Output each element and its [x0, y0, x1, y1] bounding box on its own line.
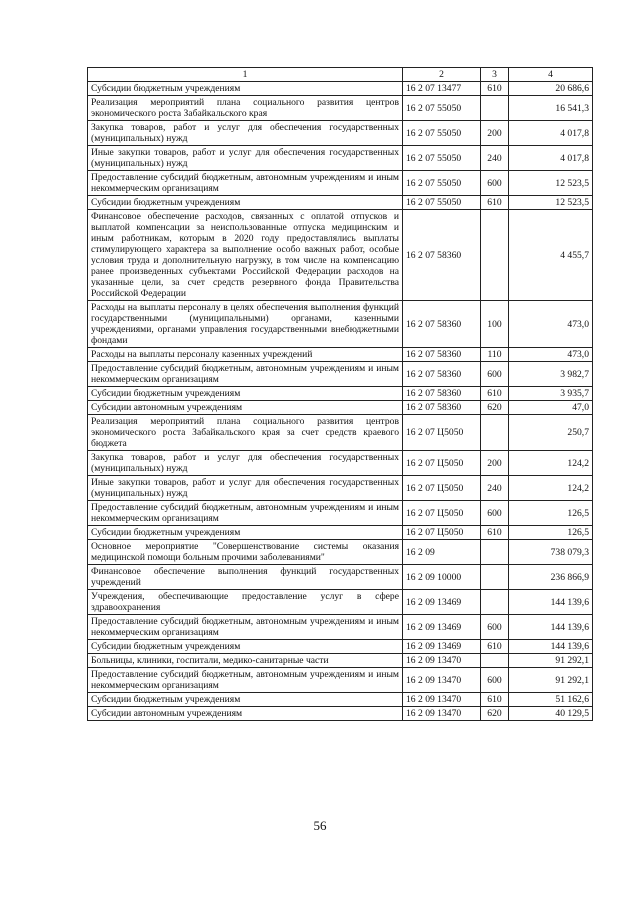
cell-sum: 91 292,1	[509, 654, 593, 668]
cell-name: Закупка товаров, работ и услуг для обеспечения государственных (муниципальных) нужд	[88, 451, 403, 476]
cell-name: Предоставление субсидий бюджетным, автономным учреждениям и иным некоммерческим организациям	[88, 501, 403, 526]
table-row	[88, 693, 593, 707]
cell-sum: 20 686,6	[509, 82, 593, 96]
cell-sum: 16 541,3	[509, 96, 593, 121]
cell-vr: 620	[481, 707, 509, 721]
cell-name: Субсидии бюджетным учреждениям	[88, 526, 403, 540]
cell-vr: 610	[481, 196, 509, 210]
table-row	[88, 640, 593, 654]
cell-sum: 4 017,8	[509, 146, 593, 171]
cell-code: 16 2 07 13477	[403, 82, 481, 96]
column-header-code: 2	[403, 68, 481, 82]
cell-vr: 600	[481, 501, 509, 526]
cell-sum: 236 866,9	[509, 565, 593, 590]
page-number: 56	[313, 818, 327, 833]
table-row	[88, 301, 593, 348]
table-row	[88, 526, 593, 540]
table-row	[88, 401, 593, 415]
cell-sum: 91 292,1	[509, 668, 593, 693]
cell-vr	[481, 210, 509, 301]
table-row	[88, 565, 593, 590]
cell-sum: 51 162,6	[509, 693, 593, 707]
table-row	[88, 210, 593, 301]
cell-code: 16 2 07 58360	[403, 301, 481, 348]
cell-sum: 144 139,6	[509, 615, 593, 640]
table-row	[88, 668, 593, 693]
cell-name: Финансовое обеспечение выполнения функций государственных учреждений	[88, 565, 403, 590]
cell-sum: 738 079,3	[509, 540, 593, 565]
table-row	[88, 654, 593, 668]
cell-sum: 124,2	[509, 451, 593, 476]
cell-sum: 144 139,6	[509, 640, 593, 654]
cell-vr: 600	[481, 615, 509, 640]
cell-name: Реализация мероприятий плана социального развития центров экономического роста Забайкальского края	[88, 96, 403, 121]
cell-code: 16 2 09 10000	[403, 565, 481, 590]
cell-code: 16 2 07 58360	[403, 362, 481, 387]
cell-code: 16 2 07 55050	[403, 96, 481, 121]
cell-name: Реализация мероприятий плана социального развития центров экономического роста Забайкальского края за счет средств краевого бюджета	[88, 415, 403, 451]
table-row	[88, 121, 593, 146]
column-header-sum: 4	[509, 68, 593, 82]
cell-name: Предоставление субсидий бюджетным, автономным учреждениям и иным некоммерческим организациям	[88, 171, 403, 196]
cell-sum: 3 982,7	[509, 362, 593, 387]
cell-code: 16 2 07 Ц5050	[403, 451, 481, 476]
cell-name: Субсидии бюджетным учреждениям	[88, 82, 403, 96]
cell-name: Расходы на выплаты персоналу в целях обеспечения выполнения функций государственными (муниципальными) органами, казенными учреждениями, органами управления государственными внебюджетными фондами	[88, 301, 403, 348]
cell-code: 16 2 09 13469	[403, 640, 481, 654]
table-row	[88, 451, 593, 476]
cell-sum: 3 935,7	[509, 387, 593, 401]
cell-code: 16 2 09 13469	[403, 590, 481, 615]
table-row	[88, 501, 593, 526]
cell-code: 16 2 07 58360	[403, 401, 481, 415]
cell-code: 16 2 07 Ц5050	[403, 501, 481, 526]
cell-sum: 144 139,6	[509, 590, 593, 615]
cell-sum: 47,0	[509, 401, 593, 415]
cell-code: 16 2 09	[403, 540, 481, 565]
cell-code: 16 2 07 55050	[403, 146, 481, 171]
cell-vr: 610	[481, 387, 509, 401]
cell-vr	[481, 540, 509, 565]
cell-vr: 110	[481, 348, 509, 362]
cell-sum: 12 523,5	[509, 196, 593, 210]
cell-name: Закупка товаров, работ и услуг для обеспечения государственных (муниципальных) нужд	[88, 121, 403, 146]
cell-code: 16 2 09 13469	[403, 615, 481, 640]
cell-name: Субсидии автономным учреждениям	[88, 401, 403, 415]
cell-vr: 610	[481, 526, 509, 540]
table-row	[88, 540, 593, 565]
table-row	[88, 96, 593, 121]
cell-code: 16 2 09 13470	[403, 693, 481, 707]
cell-code: 16 2 09 13470	[403, 668, 481, 693]
cell-name: Субсидии автономным учреждениям	[88, 707, 403, 721]
cell-vr: 610	[481, 82, 509, 96]
cell-vr	[481, 654, 509, 668]
table-row	[88, 590, 593, 615]
cell-vr: 600	[481, 362, 509, 387]
cell-vr: 610	[481, 693, 509, 707]
cell-sum: 12 523,5	[509, 171, 593, 196]
cell-code: 16 2 07 58360	[403, 348, 481, 362]
cell-sum: 40 129,5	[509, 707, 593, 721]
cell-vr: 200	[481, 121, 509, 146]
cell-name: Субсидии бюджетным учреждениям	[88, 693, 403, 707]
cell-vr	[481, 590, 509, 615]
cell-code: 16 2 07 Ц5050	[403, 526, 481, 540]
cell-sum: 473,0	[509, 301, 593, 348]
cell-vr: 200	[481, 451, 509, 476]
cell-code: 16 2 07 55050	[403, 196, 481, 210]
cell-vr: 100	[481, 301, 509, 348]
cell-name: Предоставление субсидий бюджетным, автономным учреждениям и иным некоммерческим организациям	[88, 362, 403, 387]
table-row	[88, 348, 593, 362]
table-row	[88, 476, 593, 501]
cell-vr: 610	[481, 640, 509, 654]
cell-vr: 600	[481, 171, 509, 196]
cell-vr: 600	[481, 668, 509, 693]
cell-vr	[481, 96, 509, 121]
table-row	[88, 196, 593, 210]
table-row	[88, 146, 593, 171]
cell-sum: 126,5	[509, 526, 593, 540]
cell-name: Иные закупки товаров, работ и услуг для обеспечения государственных (муниципальных) нужд	[88, 146, 403, 171]
cell-sum: 250,7	[509, 415, 593, 451]
cell-sum: 124,2	[509, 476, 593, 501]
cell-sum: 473,0	[509, 348, 593, 362]
cell-code: 16 2 07 55050	[403, 121, 481, 146]
cell-vr: 620	[481, 401, 509, 415]
cell-name: Субсидии бюджетным учреждениям	[88, 196, 403, 210]
table-row	[88, 615, 593, 640]
cell-name: Иные закупки товаров, работ и услуг для обеспечения государственных (муниципальных) нужд	[88, 476, 403, 501]
cell-sum: 4 455,7	[509, 210, 593, 301]
cell-name: Субсидии бюджетным учреждениям	[88, 640, 403, 654]
table-row	[88, 707, 593, 721]
cell-vr: 240	[481, 146, 509, 171]
cell-name: Расходы на выплаты персоналу казенных учреждений	[88, 348, 403, 362]
cell-code: 16 2 07 Ц5050	[403, 476, 481, 501]
table-row	[88, 387, 593, 401]
cell-name: Учреждения, обеспечивающие предоставление услуг в сфере здравоохранения	[88, 590, 403, 615]
budget-table	[87, 67, 593, 721]
cell-name: Основное мероприятие "Совершенствование системы оказания медицинской помощи больным прочими заболеваниями"	[88, 540, 403, 565]
column-header-name: 1	[88, 68, 403, 82]
cell-code: 16 2 09 13470	[403, 654, 481, 668]
cell-name: Предоставление субсидий бюджетным, автономным учреждениям и иным некоммерческим организациям	[88, 668, 403, 693]
cell-vr: 240	[481, 476, 509, 501]
cell-code: 16 2 07 55050	[403, 171, 481, 196]
cell-name: Финансовое обеспечение расходов, связанных с оплатой отпусков и выплатой компенсации за неиспользованные отпуска медицинским и иным работникам, которым в 2020 году предоставлялись выплаты стимулирующего характера за выполнение особо важных работ, особые условия труда и дополнительную нагрузку, в том числе на компенсацию ранее произведенных субъектами Российской Федерации расходов на указанные цели, за счет средств резервного фонда Правительства Российской Федерации	[88, 210, 403, 301]
cell-name: Субсидии бюджетным учреждениям	[88, 387, 403, 401]
cell-code: 16 2 07 58360	[403, 387, 481, 401]
cell-vr	[481, 565, 509, 590]
table-header-row	[88, 68, 593, 82]
cell-sum: 4 017,8	[509, 121, 593, 146]
cell-name: Предоставление субсидий бюджетным, автономным учреждениям и иным некоммерческим организациям	[88, 615, 403, 640]
table-row	[88, 415, 593, 451]
table-row	[88, 362, 593, 387]
cell-name: Больницы, клиники, госпитали, медико-санитарные части	[88, 654, 403, 668]
cell-code: 16 2 07 Ц5050	[403, 415, 481, 451]
table-row	[88, 82, 593, 96]
table-row	[88, 171, 593, 196]
cell-code: 16 2 07 58360	[403, 210, 481, 301]
column-header-vr: 3	[481, 68, 509, 82]
cell-code: 16 2 09 13470	[403, 707, 481, 721]
cell-sum: 126,5	[509, 501, 593, 526]
cell-vr	[481, 415, 509, 451]
